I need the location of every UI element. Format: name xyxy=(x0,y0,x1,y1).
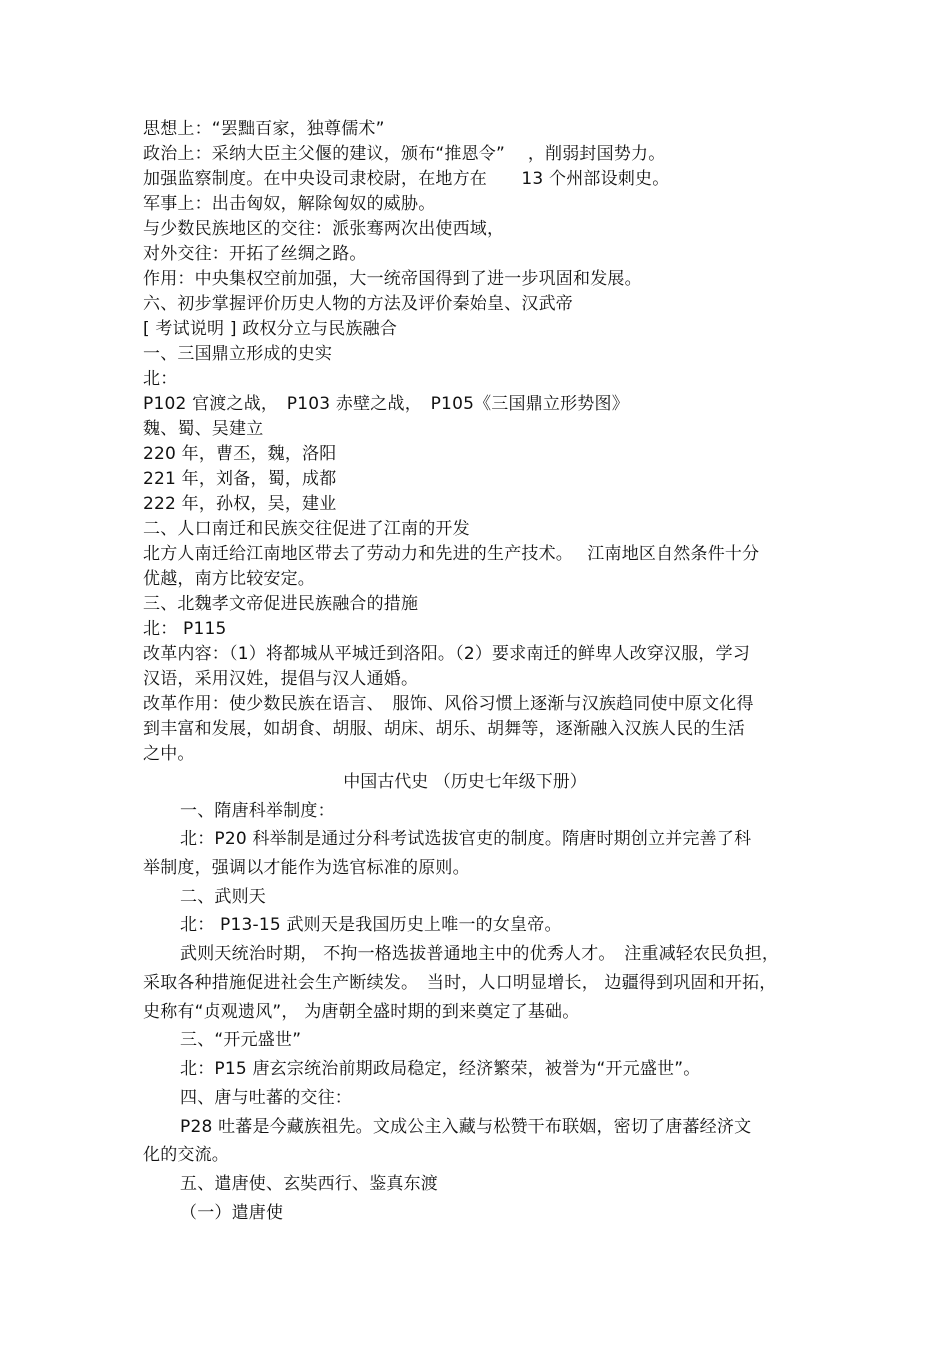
chapter-title xyxy=(0,770,950,794)
section-heading: 一、三国鼎立形成的史实 xyxy=(143,344,333,364)
text-line: 改革内容：（1）将都城从平城迁到洛阳。（2）要求南迁的鲜卑人改穿汉服，学习 xyxy=(143,644,751,664)
text-line: 武则天统治时期， 不拘一格选拔普通地主中的优秀人才。 注重减轻农民负担， xyxy=(180,944,780,964)
section-heading: 二、武则天 xyxy=(180,887,266,907)
text-line: 北：P15 唐玄宗统治前期政局稳定，经济繁荣，被誉为“开元盛世”。 xyxy=(180,1059,701,1079)
text-line: 改革作用：使少数民族在语言、 服饰、风俗习惯上逐渐与汉族趋同使中原文化得 xyxy=(143,694,754,714)
text-line: 北： P13-15 武则天是我国历史上唯一的女皇帝。 xyxy=(180,915,562,935)
text-line: 到丰富和发展，如胡食、胡服、胡床、胡乐、胡舞等，逐渐融入汉族人民的生活 xyxy=(143,719,745,739)
text-line: 思想上：“罢黜百家，独尊儒术” xyxy=(143,119,385,139)
text-line: 北： P115 xyxy=(143,619,227,639)
text-line: 史称有“贞观遗风”， 为唐朝全盛时期的到来奠定了基础。 xyxy=(143,1002,580,1022)
section-heading: 一、隋唐科举制度： xyxy=(180,801,335,821)
text-line: P102 官渡之战， P103 赤壁之战， P105《三国鼎立形势图》 xyxy=(143,394,629,414)
text-line: 作用：中央集权空前加强，大一统帝国得到了进一步巩固和发展。 xyxy=(143,269,642,289)
text-line: 采取各种措施促进社会生产断续发。 当时，人口明显增长， 边疆得到巩固和开拓， xyxy=(143,973,777,993)
text-line: 化的交流。 xyxy=(143,1145,229,1165)
text-line: 汉语，采用汉姓，提倡与汉人通婚。 xyxy=(143,669,419,689)
text-line: 政治上：采纳大臣主父偃的建议，颁布“推恩令” ，削弱封国势力。 xyxy=(143,144,666,164)
section-heading: 三、“开元盛世” xyxy=(180,1030,302,1050)
text-line: 优越，南方比较安定。 xyxy=(143,569,315,589)
text-line: 北方人南迁给江南地区带去了劳动力和先进的生产技术。 江南地区自然条件十分 xyxy=(143,544,760,564)
section-heading: 五、遣唐使、玄奘西行、鉴真东渡 xyxy=(180,1174,438,1194)
section-heading: 四、唐与吐蕃的交往： xyxy=(180,1088,352,1108)
section-heading: 三、北魏孝文帝促进民族融合的措施 xyxy=(143,594,419,614)
text-line: P28 吐蕃是今藏族祖先。文成公主入藏与松赞干布联姻，密切了唐蕃经济文 xyxy=(180,1117,752,1137)
text-line: 举制度，强调以才能作为选官标准的原则。 xyxy=(143,858,470,878)
section-heading: 六、初步掌握评价历史人物的方法及评价秦始皇、汉武帝 xyxy=(143,294,573,314)
section-heading: 二、人口南迁和民族交往促进了江南的开发 xyxy=(143,519,470,539)
text-line: 222 年，孙权，吴，建业 xyxy=(143,494,337,514)
text-line: 军事上：出击匈奴，解除匈奴的威胁。 xyxy=(143,194,436,214)
chapter-title-text: 中国古代史 （历史七年级下册） xyxy=(343,772,587,792)
text-line: 北： xyxy=(143,369,178,389)
text-line: 之中。 xyxy=(143,744,195,764)
subsection-heading: （一）遣唐使 xyxy=(180,1203,284,1223)
text-line: 对外交往：开拓了丝绸之路。 xyxy=(143,244,367,264)
text-line: 与少数民族地区的交往：派张骞两次出使西域， xyxy=(143,219,505,239)
text-line: 加强监察制度。在中央设司隶校尉，在地方在 13 个州部设刺史。 xyxy=(143,169,670,189)
text-line: 221 年，刘备，蜀，成都 xyxy=(143,469,337,489)
text-line: 220 年，曹丕，魏，洛阳 xyxy=(143,444,337,464)
exam-note: [ 考试说明 ] 政权分立与民族融合 xyxy=(143,319,398,339)
text-line: 北：P20 科举制是通过分科考试选拔官吏的制度。隋唐时期创立并完善了科 xyxy=(180,829,752,849)
text-line: 魏、蜀、吴建立 xyxy=(143,419,264,439)
